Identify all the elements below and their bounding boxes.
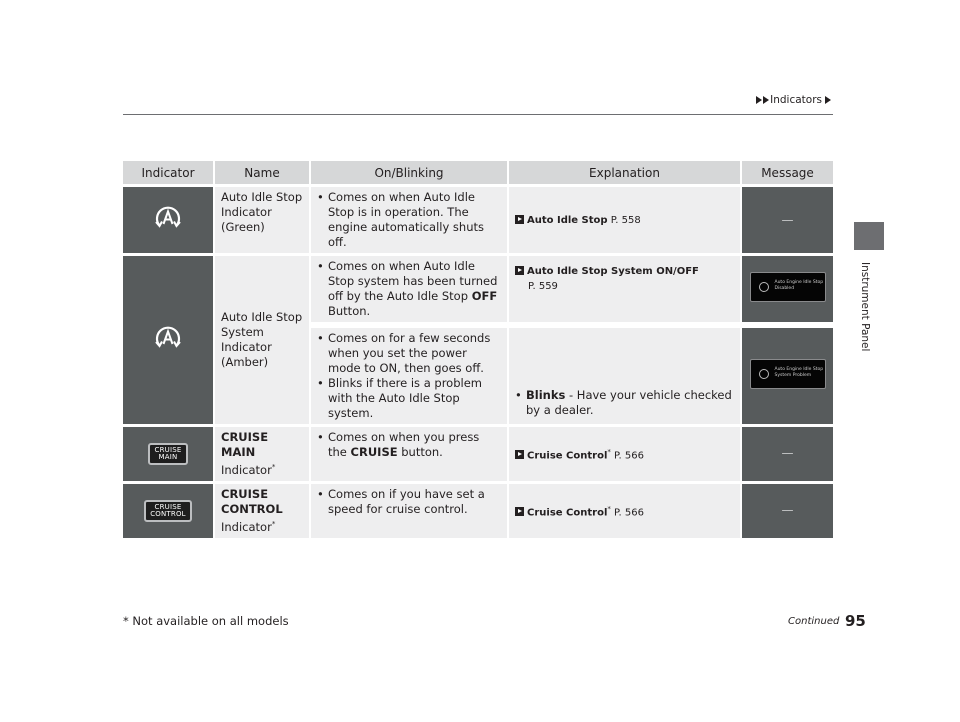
- screen-text: System Problem: [774, 373, 812, 378]
- table-row: [123, 256, 833, 322]
- icon-text: CRUISE: [154, 502, 182, 511]
- table-row: [123, 427, 833, 481]
- message-cell: [742, 484, 833, 538]
- icon-text: CRUISE: [154, 445, 182, 454]
- screen-text: Auto Engine Idle Stop: [774, 367, 824, 372]
- explanation-cell: [509, 325, 742, 424]
- idle-stop-icon: [759, 369, 769, 379]
- dash-message-screen: [750, 359, 826, 389]
- list-item: [515, 388, 734, 418]
- indicator-cell: [123, 256, 215, 424]
- screen-text: Disabled: [774, 286, 795, 291]
- message-dash: —: [781, 446, 794, 461]
- side-tab-marker: [854, 222, 884, 250]
- name-cell: Auto Idle Stop System Indicator (Amber): [215, 256, 311, 424]
- breadcrumb-arrow-icon: [756, 96, 762, 104]
- on-blinking-cell: [311, 484, 509, 538]
- footnote-mark: *: [607, 504, 611, 513]
- auto-idle-stop-green-icon: [153, 203, 183, 233]
- column-header: On/Blinking: [311, 161, 509, 184]
- list-item: • Comes on if you have set a speed for cruise control.: [317, 487, 501, 517]
- xref-page[interactable]: P. 566: [610, 506, 644, 518]
- on-blinking-cell: [311, 325, 509, 424]
- list-item: • Comes on when Auto Idle Stop is in operation. The engine automatically shuts off.: [317, 190, 501, 250]
- text-run: button.: [397, 445, 443, 459]
- bold-text: CRUISE: [221, 486, 269, 501]
- column-header: Explanation: [509, 161, 742, 184]
- bold-text: CRUISE MAIN: [221, 430, 269, 459]
- text-run: Comes on when you press the: [328, 430, 480, 459]
- xref-link[interactable]: Auto Idle Stop System ON/OFF: [527, 266, 699, 277]
- name-cell: [215, 484, 311, 538]
- list-item: • Comes on for a few seconds when you set the power mode to ON, then goes off.: [317, 331, 501, 376]
- table-row: [123, 187, 833, 253]
- footnote: * Not available on all models: [123, 614, 289, 628]
- xref-link[interactable]: Cruise Control: [527, 506, 608, 518]
- message-dash: —: [781, 212, 794, 227]
- list-item: [317, 259, 501, 319]
- explanation-cell: [509, 187, 742, 253]
- xref-page[interactable]: P. 566: [610, 450, 644, 462]
- cruise-main-icon: [148, 443, 187, 465]
- column-header: Indicator: [123, 161, 215, 184]
- message-cell: [742, 187, 833, 253]
- message-cell: [742, 427, 833, 481]
- xref-link[interactable]: Cruise Control: [527, 450, 608, 462]
- text-run: - Have your vehicle checked by a dealer.: [526, 388, 732, 417]
- header-rule: [123, 114, 833, 115]
- indicator-table: [123, 158, 833, 541]
- column-header: Message: [742, 161, 833, 184]
- breadcrumb-arrow-icon: [825, 96, 831, 104]
- page-number: 95: [845, 612, 866, 630]
- on-blinking-cell: [311, 187, 509, 253]
- footnote-mark: *: [607, 447, 611, 456]
- list-item: • Blinks if there is a problem with the Auto Idle Stop system.: [317, 376, 501, 421]
- xref-page[interactable]: P. 558: [610, 214, 641, 226]
- continued-label: Continued: [788, 616, 840, 627]
- cross-reference-icon: [515, 266, 524, 275]
- message-dash: —: [781, 503, 794, 518]
- indicator-cell: [123, 187, 215, 253]
- text-run: Indicator: [221, 519, 272, 534]
- icon-text: CONTROL: [150, 509, 186, 518]
- explanation-cell: [509, 484, 742, 538]
- on-blinking-cell: [311, 427, 509, 481]
- cross-reference-icon: [515, 507, 524, 516]
- text-run: Button.: [328, 304, 371, 318]
- indicator-cell: [123, 427, 215, 481]
- screen-text: Auto Engine Idle Stop: [774, 280, 824, 285]
- breadcrumb-arrow-icon: [763, 96, 769, 104]
- column-header: Name: [215, 161, 311, 184]
- bold-text: CRUISE: [350, 445, 398, 459]
- footnote-mark: *: [271, 463, 276, 471]
- name-cell: Auto Idle Stop Indicator (Green): [215, 187, 311, 253]
- icon-text: MAIN: [158, 452, 178, 461]
- dash-message-screen: [750, 272, 826, 302]
- breadcrumb-label: Indicators: [770, 94, 822, 106]
- idle-stop-icon: [759, 282, 769, 292]
- bold-text: OFF: [471, 289, 498, 303]
- message-cell: [742, 325, 833, 424]
- auto-idle-stop-amber-icon: [153, 323, 183, 353]
- message-cell: [742, 256, 833, 322]
- footnote-mark: *: [271, 519, 276, 528]
- bold-text: CONTROL: [221, 501, 283, 516]
- cross-reference-icon: [515, 450, 524, 459]
- explanation-cell: [509, 256, 742, 322]
- xref-page[interactable]: P. 559: [528, 281, 558, 292]
- xref-link[interactable]: Auto Idle Stop: [527, 214, 608, 226]
- cross-reference-icon: [515, 215, 524, 224]
- text-run: Comes on when Auto Idle Stop system has been turned off by the Auto Idle Stop: [328, 259, 498, 303]
- table-header-row: [123, 161, 833, 184]
- explanation-cell: [509, 427, 742, 481]
- bold-text: Blinks: [526, 388, 566, 402]
- name-cell: [215, 427, 311, 481]
- breadcrumb: [756, 94, 832, 106]
- list-item: [317, 430, 501, 460]
- side-tab-label: Instrument Panel: [859, 262, 871, 352]
- cruise-control-icon: [144, 500, 192, 522]
- indicator-cell: [123, 484, 215, 538]
- table-row: [123, 484, 833, 538]
- text-run: Indicator: [221, 462, 272, 477]
- on-blinking-cell: [311, 256, 509, 322]
